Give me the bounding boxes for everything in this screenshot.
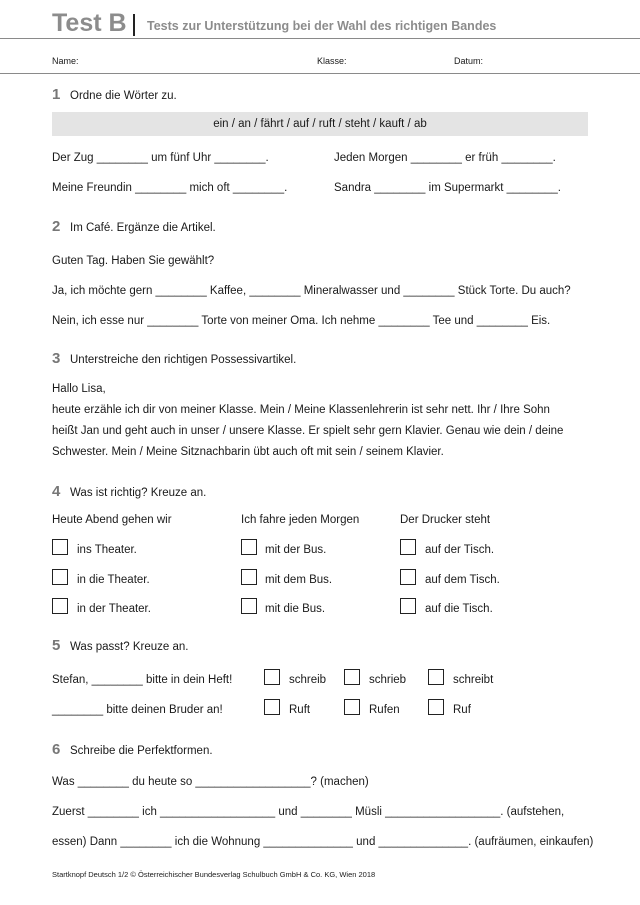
date-label: Datum: [454,56,484,66]
word-box-text: ein / an / fährt / auf / ruft / steht / kauft / ab [213,118,427,130]
s2-line3: Nein, ich esse nur ________ Torte von meiner Oma. Ich nehme ________ Tee und ________ Eis. [52,315,551,327]
s3-line3: heißt Jan und geht auch in unser / unsere Klasse. Er spielt sehr gern Klavier. Genau wie dein / deine [52,425,564,437]
option-label: schreibt [453,674,494,686]
s5-sentence2: ________ bitte deinen Bruder an! [52,704,223,716]
footer-copyright: Startknopf Deutsch 1/2 © Österreichischer Bundesverlag Schulbuch GmbH & Co. KG, Wien 2018 [52,870,376,879]
option-label: mit die Bus. [265,603,326,615]
header-divider [133,14,135,36]
s2-line2: Ja, ich möchte gern ________ Kaffee, ________ Mineralwasser und ________ Stück Torte. Du auch? [52,285,571,297]
s3-line4: Schwester. Mein / Meine Sitznachbarin übt auch oft mit sein / seinem Klavier. [52,446,444,458]
section-2-number: 2 [52,218,61,235]
checkbox[interactable] [400,598,416,614]
section-5-title: Was passt? Kreuze an. [70,641,189,653]
checkbox[interactable] [400,569,416,585]
section-3-title: Unterstreiche den richtigen Possessivartikel. [70,354,297,366]
section-1-number: 1 [52,86,61,103]
option-label: in der Theater. [77,603,151,615]
s6-line1: Was ________ du heute so __________________? (machen) [52,776,369,788]
option-label: auf der Tisch. [425,544,495,556]
option-label: mit der Bus. [265,544,327,556]
section-4-title: Was ist richtig? Kreuze an. [70,487,207,499]
option-label: Ruft [289,704,311,716]
section-1-title: Ordne die Wörter zu. [70,90,177,102]
name-label: Name: [52,56,79,66]
test-label: Test B [52,9,127,37]
s4-col2-head: Ich fahre jeden Morgen [241,514,360,526]
section-2-title: Im Café. Ergänze die Artikel. [70,222,216,234]
checkbox[interactable] [241,569,257,585]
s5-sentence1: Stefan, ________ bitte in dein Heft! [52,674,233,686]
section-4-number: 4 [52,483,61,500]
option-label: in die Theater. [77,574,150,586]
option-label: Ruf [453,704,471,716]
option-label: schrieb [369,674,407,686]
checkbox[interactable] [241,598,257,614]
section-6-title: Schreibe die Perfektformen. [70,745,213,757]
meta-rule [0,73,640,74]
option-label: Rufen [369,704,400,716]
checkbox[interactable] [241,539,257,555]
checkbox[interactable] [264,669,280,685]
s1-line2-right: Sandra ________ im Supermarkt ________. [334,182,561,194]
section-5-number: 5 [52,637,61,654]
option-label: ins Theater. [77,544,137,556]
checkbox[interactable] [344,699,360,715]
checkbox[interactable] [344,669,360,685]
header-rule [0,38,640,39]
page-subtitle: Tests zur Unterstützung bei der Wahl des richtigen Bandes [147,19,497,33]
word-box [52,112,588,136]
s3-line2: heute erzähle ich dir von meiner Klasse. Mein / Meine Klassenlehrerin ist sehr nett. Ihr / Ihre Sohn [52,404,550,416]
option-label: auf die Tisch. [425,603,493,615]
option-label: mit dem Bus. [265,574,333,586]
option-label: auf dem Tisch. [425,574,500,586]
checkbox[interactable] [52,598,68,614]
s1-line1-left: Der Zug ________ um fünf Uhr ________. [52,152,269,164]
section-6-number: 6 [52,741,61,758]
checkbox[interactable] [428,669,444,685]
s1-line2-left: Meine Freundin ________ mich oft ________. [52,182,288,194]
option-label: schreib [289,674,327,686]
s6-line2: Zuerst ________ ich __________________ und ________ Müsli __________________. (aufstehen, [52,806,565,818]
checkbox[interactable] [264,699,280,715]
section-3-number: 3 [52,350,61,367]
s1-line1-right: Jeden Morgen ________ er früh ________. [334,152,556,164]
checkbox[interactable] [428,699,444,715]
class-label: Klasse: [317,56,347,66]
s6-line3: essen) Dann ________ ich die Wohnung ______________ und ______________. (aufräumen, einkaufen) [52,836,594,848]
s4-col3-head: Der Drucker steht [400,514,491,526]
checkbox[interactable] [52,569,68,585]
s4-col1-head: Heute Abend gehen wir [52,514,172,526]
checkbox[interactable] [52,539,68,555]
s3-line1: Hallo Lisa, [52,383,106,395]
s2-line1: Guten Tag. Haben Sie gewählt? [52,255,215,267]
checkbox[interactable] [400,539,416,555]
